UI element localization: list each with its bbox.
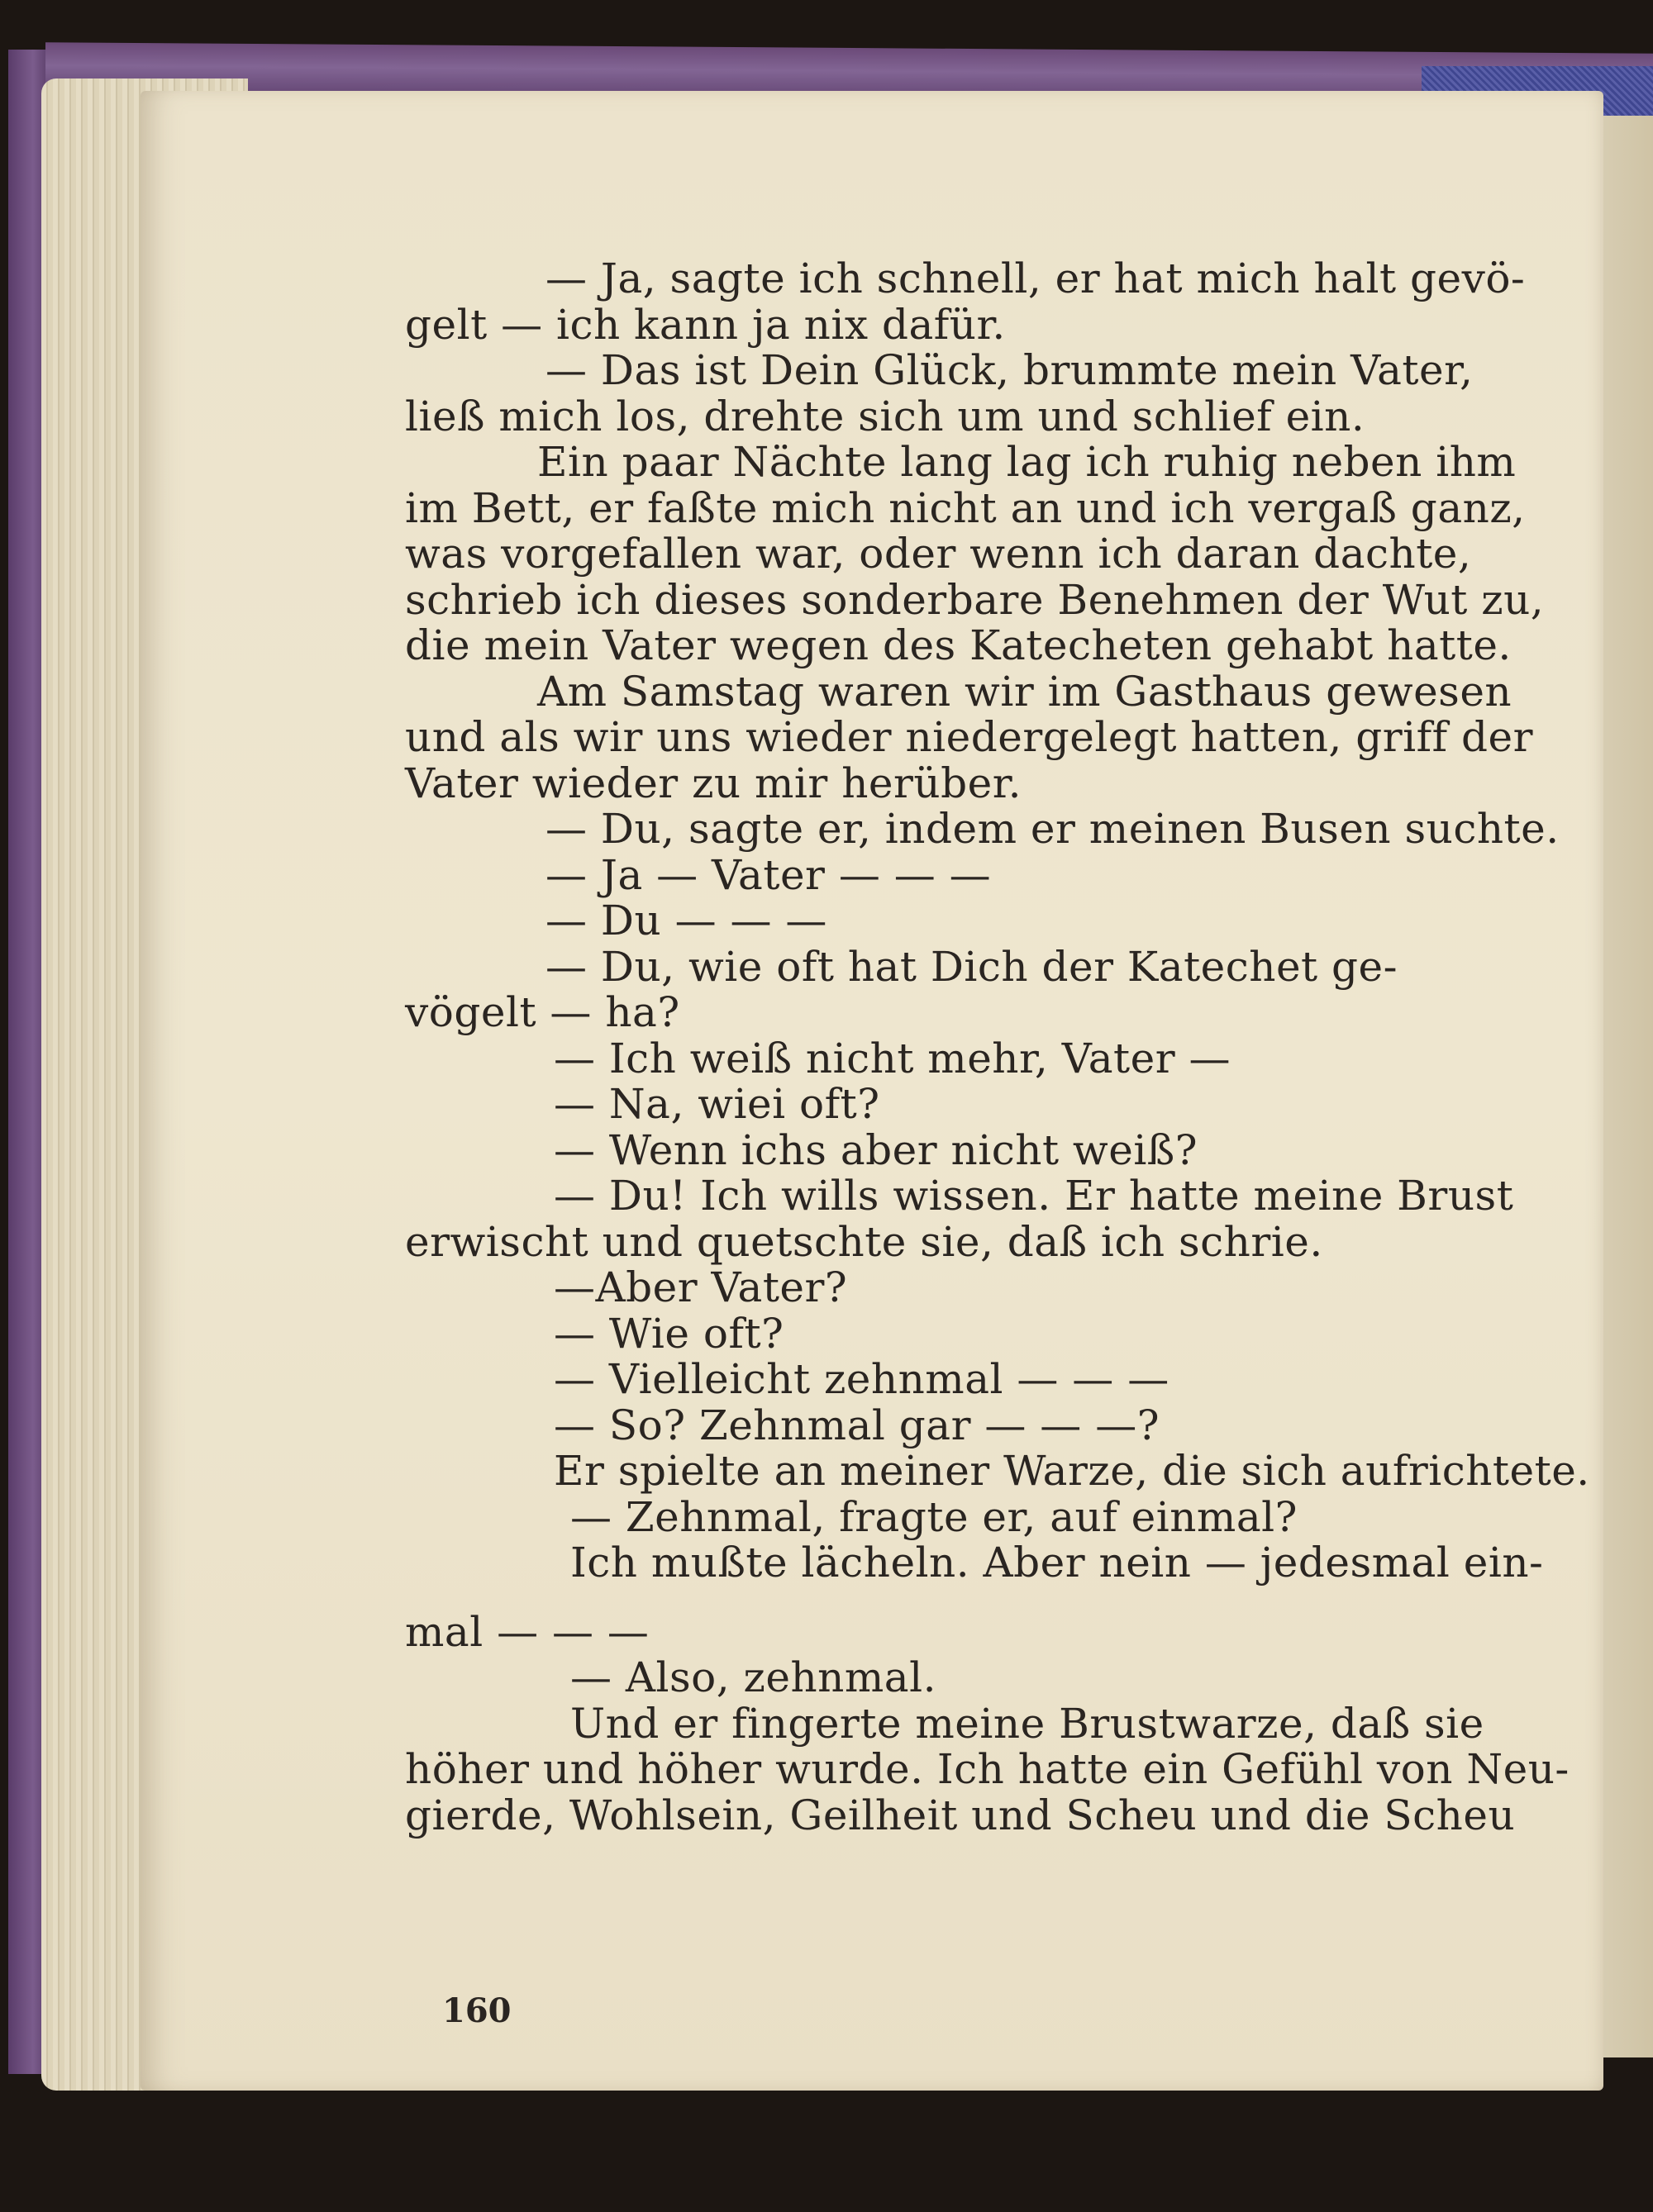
text-line: — Du, wie oft hat Dich der Katechet ge- [545, 942, 1398, 991]
text-line: — Das ist Dein Glück, brummte mein Vater, [545, 346, 1474, 394]
text-line: Er spielte an meiner Warze, die sich aufrichtete. [554, 1447, 1590, 1495]
text-line: — Du — — — [545, 897, 827, 944]
text-line: Und er fingerte meine Brustwarze, daß sie [570, 1699, 1484, 1748]
text-line: — Ja — Vater — — — [545, 850, 992, 899]
facing-page-edge [1595, 116, 1653, 2057]
text-line: gierde, Wohlsein, Geilheit und Scheu und die Scheu [405, 1791, 1516, 1839]
text-line: Ein paar Nächte lang lag ich ruhig neben ihm [537, 438, 1517, 486]
text-line: — Also, zehnmal. [570, 1653, 936, 1701]
text-line: — Vielleicht zehnmal — — — [554, 1355, 1169, 1403]
text-line: die mein Vater wegen des Katecheten gehabt hatte. [405, 621, 1512, 669]
text-line: — Ich weiß nicht mehr, Vater — [554, 1034, 1231, 1082]
text-line: gelt — ich kann ja nix dafür. [405, 300, 1006, 349]
text-line: — Wie oft? [554, 1309, 784, 1358]
text-line: vögelt — ha? [405, 988, 680, 1036]
text-line: höher und höher wurde. Ich hatte ein Gefühl von Neu- [405, 1745, 1570, 1793]
text-line: schrieb ich dieses sonderbare Benehmen der Wut zu, [405, 575, 1545, 624]
text-line: im Bett, er faßte mich nicht an und ich vergaß ganz, [405, 483, 1526, 532]
text-line: —Aber Vater? [554, 1263, 848, 1311]
text-line: Vater wieder zu mir herüber. [405, 759, 1022, 807]
text-line: — So? Zehnmal gar — — —? [554, 1401, 1160, 1449]
text-line: erwischt und quetschte sie, daß ich schrie. [405, 1217, 1323, 1266]
text-line: — Du, sagte er, indem er meinen Busen suchte. [545, 805, 1560, 853]
text-line: und als wir uns wieder niedergelegt hatten, griff der [405, 713, 1534, 761]
text-line: Am Samstag waren wir im Gasthaus gewesen [537, 667, 1512, 716]
text-line: — Du! Ich wills wissen. Er hatte meine Brust [554, 1172, 1514, 1220]
page-number: 160 [442, 1991, 512, 2030]
text-line: ließ mich los, drehte sich um und schlief ein. [405, 392, 1365, 440]
text-line: — Wenn ichs aber nicht weiß? [554, 1125, 1198, 1174]
text-line: was vorgefallen war, oder wenn ich daran dachte, [405, 530, 1472, 578]
page-text [405, 254, 1590, 1839]
text-line: Ich mußte lächeln. Aber nein — jedesmal ein- [570, 1539, 1544, 1586]
text-line: mal — — — [405, 1607, 650, 1656]
text-line: — Ja, sagte ich schnell, er hat mich halt gevö- [545, 254, 1526, 302]
text-line: — Na, wiei oft? [554, 1080, 880, 1128]
text-line: — Zehnmal, fragte er, auf einmal? [570, 1492, 1298, 1541]
